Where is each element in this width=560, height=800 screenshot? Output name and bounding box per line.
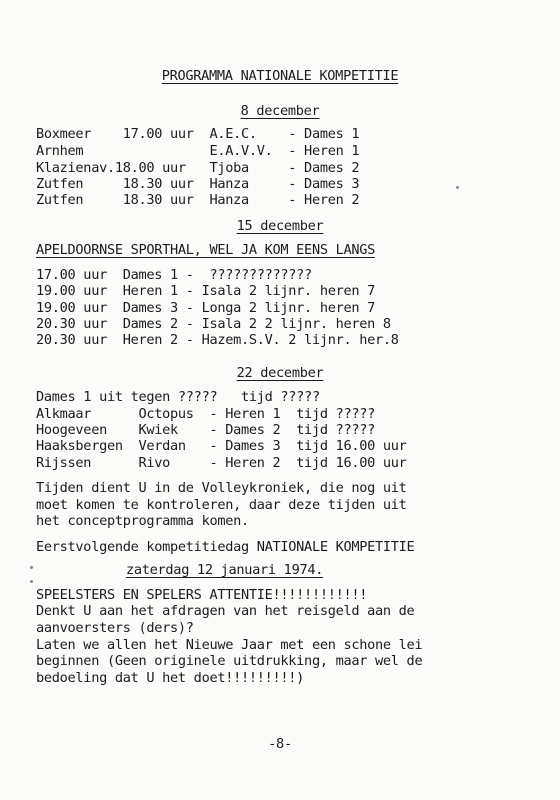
schedule-row: Haaksbergen Verdan - Dames 3 tijd 16.00 uur [36,438,407,454]
date-heading-8-december: 8 december [240,103,320,119]
note-line: het conceptprogramma komen. [36,513,249,529]
schedule-row: 20.30 uur Dames 2 - Isala 2 2 lijnr. heren 8 [36,316,391,332]
note-line: moet komen te kontroleren, daar deze tijden uit [36,497,407,513]
schedule-row: 19.00 uur Heren 1 - Isala 2 lijnr. heren 7 [36,283,376,299]
schedule-row: Alkmaar Octopus - Heren 1 tijd ????? [36,406,376,422]
schedule-row: Zutfen 18.30 uur Hanza - Dames 3 [36,176,360,192]
venue-heading: APELDOORNSE SPORTHAL, WEL JA KOM EENS LANGS [36,242,376,258]
print-speck [30,566,33,569]
print-speck [456,186,459,189]
schedule-row: Klazienav.18.00 uur Tjoba - Dames 2 [36,160,360,176]
date-heading-15-december: 15 december [236,218,324,234]
next-day-label: Eerstvolgende kompetitiedag NATIONALE KOMPETITIE [36,539,415,555]
attention-line: Denkt U aan het afdragen van het reisgeld aan de [36,603,415,619]
schedule-row: Rijssen Rivo - Heren 2 tijd 16.00 uur [36,455,407,471]
schedule-row: Boxmeer 17.00 uur A.E.C. - Dames 1 [36,126,360,142]
next-day-date: zaterdag 12 januari 1974. [126,562,324,578]
schedule-row: 19.00 uur Dames 3 - Longa 2 lijnr. heren 7 [36,300,376,316]
attention-heading: SPEELSTERS EN SPELERS ATTENTIE!!!!!!!!!!!! [36,587,368,603]
schedule-row: Dames 1 uit tegen ????? tijd ????? [36,389,320,405]
schedule-row: 20.30 uur Heren 2 - Hazem.S.V. 2 lijnr. her.8 [36,332,399,348]
schedule-row: 17.00 uur Dames 1 - ????????????? [36,267,312,283]
attention-line: beginnen (Geen originele uitdrukking, maar wel de [36,653,423,669]
attention-line: aanvoersters (ders)? [36,620,194,636]
note-line: Tijden dient U in de Volleykroniek, die nog uit [36,480,407,496]
attention-line: bedoeling dat U het doet!!!!!!!!!) [36,670,305,686]
schedule-row: Zutfen 18.30 uur Hanza - Heren 2 [36,192,360,208]
document-title: PROGRAMMA NATIONALE KOMPETITIE [161,68,399,84]
schedule-row: Hoogeveen Kwiek - Dames 2 tijd ????? [36,422,376,438]
date-heading-22-december: 22 december [236,365,324,381]
print-speck [30,580,33,583]
attention-line: Laten we allen het Nieuwe Jaar met een schone lei [36,637,423,653]
schedule-row: Arnhem E.A.V.V. - Heren 1 [36,143,360,159]
page-number: -8- [268,736,292,752]
